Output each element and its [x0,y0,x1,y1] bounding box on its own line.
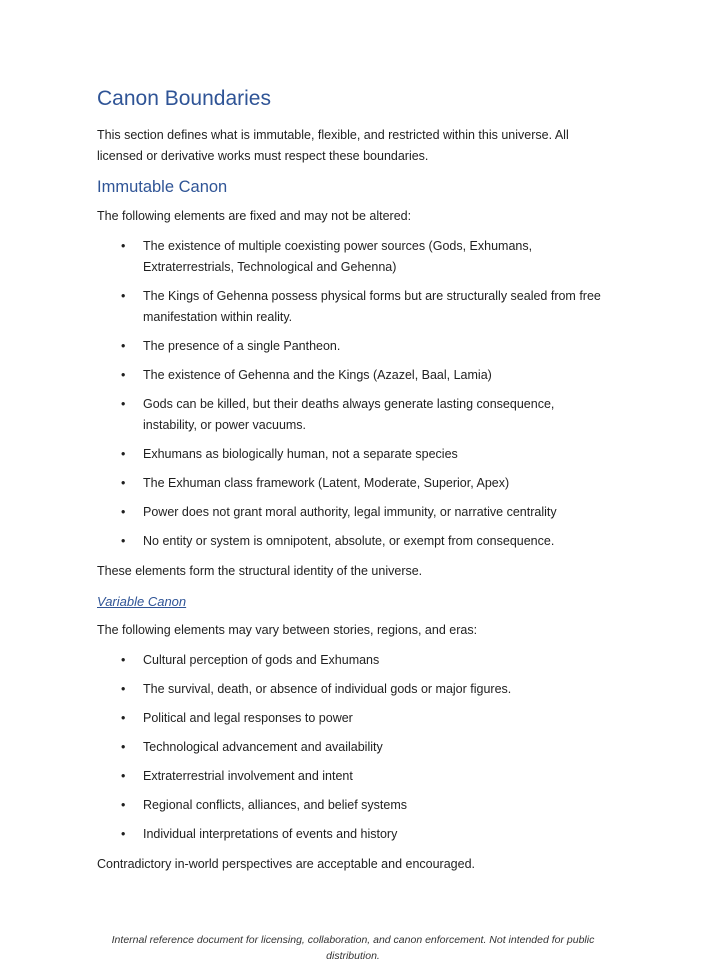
section-heading-immutable-canon: Immutable Canon [97,178,228,196]
list-item: • The Kings of Gehenna possess physical forms but are structurally sealed from free manifestation within reality. [97,286,609,328]
list-item: • Regional conflicts, alliances, and belief systems [97,795,609,816]
list-item: • The existence of multiple coexisting power sources (Gods, Exhumans, Extraterrestrials, Technological and Gehenna) [97,236,609,278]
section-heading-variable-canon: Variable Canon [97,594,187,609]
list-item: • The Exhuman class framework (Latent, Moderate, Superior, Apex) [97,473,609,494]
immutable-canon-list [97,236,609,552]
list-item: • Political and legal responses to power [97,708,609,729]
variable-canon-outro: Contradictory in-world perspectives are acceptable and encouraged. [97,857,475,871]
list-item: • Individual interpretations of events and history [97,824,609,845]
list-item: • Exhumans as biologically human, not a separate species [97,444,609,465]
immutable-canon-outro: These elements form the structural identity of the universe. [97,564,423,578]
list-item: • No entity or system is omnipotent, absolute, or exempt from consequence. [97,531,609,552]
list-item: • The survival, death, or absence of individual gods or major figures. [97,679,609,700]
list-item: • Technological advancement and availability [97,737,609,758]
page-title: Canon Boundaries [97,87,271,110]
list-item: • Gods can be killed, but their deaths always generate lasting consequence, instability, or power vacuums. [97,394,609,436]
list-item: • The presence of a single Pantheon. [97,336,609,357]
list-item: • Power does not grant moral authority, legal immunity, or narrative centrality [97,502,609,523]
list-item: • Extraterrestrial involvement and intent [97,766,609,787]
page-footer: Internal reference document for licensing, collaboration, and canon enforcement. Not intended for public distribution. [111,934,595,962]
immutable-canon-lead: The following elements are fixed and may not be altered: [97,209,412,223]
list-item: • Cultural perception of gods and Exhumans [97,650,609,671]
intro-paragraph: This section defines what is immutable, flexible, and restricted within this universe. All licensed or derivative works must respect these boundaries. [97,128,569,163]
variable-canon-lead: The following elements may vary between stories, regions, and eras: [97,623,478,637]
list-item: • The existence of Gehenna and the Kings (Azazel, Baal, Lamia) [97,365,609,386]
variable-canon-list [97,650,609,845]
